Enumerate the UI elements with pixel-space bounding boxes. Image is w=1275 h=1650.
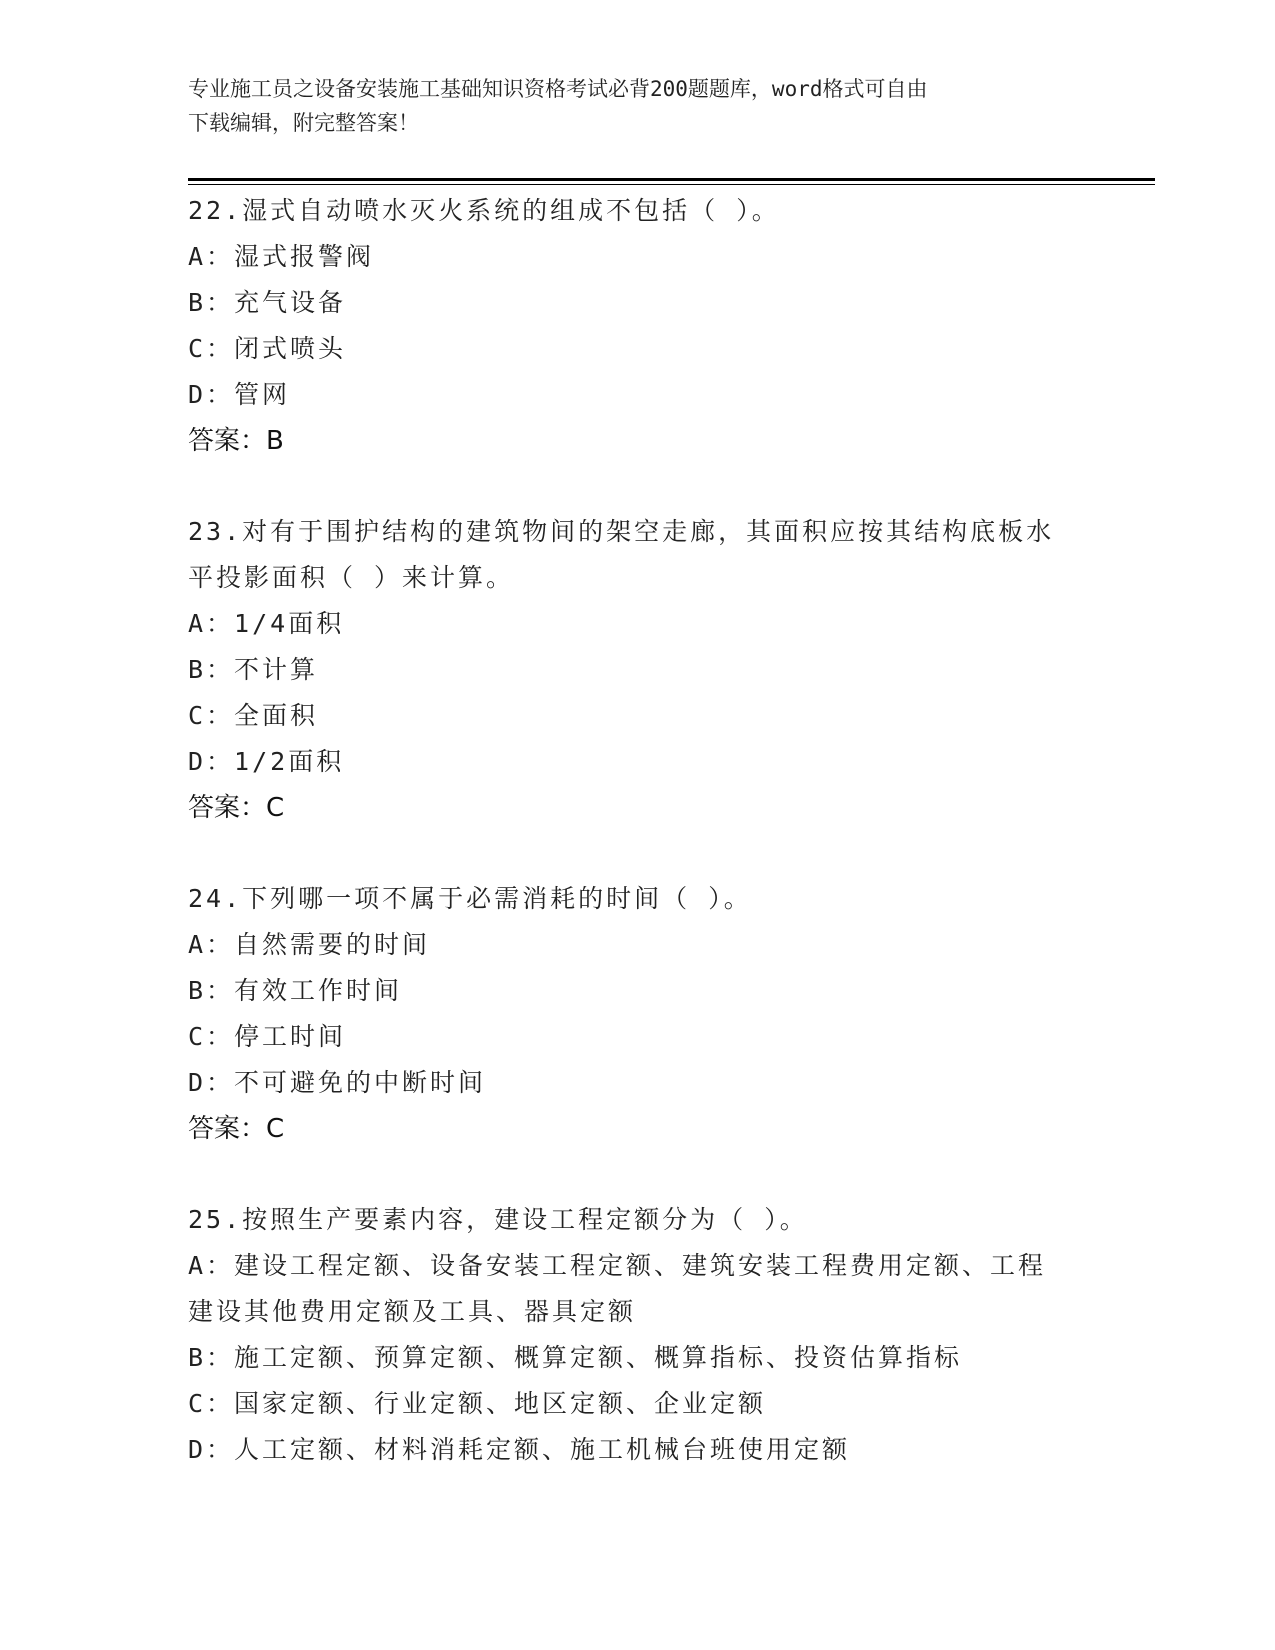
answer-option (188, 1060, 1088, 1106)
answer-key: 答案：C (188, 793, 285, 823)
answer-option (188, 280, 1088, 326)
question-list (188, 188, 1088, 1473)
answer-key: 答案：C (188, 1114, 285, 1144)
question-stem-line: 24.下列哪一项不属于必需消耗的时间（ ）。 (188, 884, 752, 913)
answer-option-line: B：有效工作时间 (188, 976, 403, 1005)
answer-option-line: B：充气设备 (188, 288, 347, 317)
answer-option-line: B：施工定额、预算定额、概算定额、概算指标、投资估算指标 (188, 1343, 963, 1372)
answer-key: 答案：B (188, 426, 284, 456)
answer-option-line: C：停工时间 (188, 1022, 347, 1051)
question-stem-line: 平投影面积（ ）来计算。 (188, 563, 515, 592)
answer-option-line: B：不计算 (188, 655, 319, 684)
answer-option (188, 922, 1088, 968)
header-line-1: 专业施工员之设备安装施工基础知识资格考试必背200题题库，word格式可自由 (188, 77, 928, 101)
question-block (188, 188, 1088, 464)
question-stem (188, 188, 1088, 234)
answer-option (188, 739, 1088, 785)
answer-option-line: C：闭式喷头 (188, 334, 347, 363)
answer-option-line: D：人工定额、材料消耗定额、施工机械台班使用定额 (188, 1435, 851, 1464)
answer-option (188, 968, 1088, 1014)
answer-option-line: D：1/2面积 (188, 747, 345, 776)
question-stem-line: 22.湿式自动喷水灭火系统的组成不包括（ ）。 (188, 196, 780, 225)
answer-option-line: C：全面积 (188, 701, 319, 730)
answer-option (188, 326, 1088, 372)
answer-option-line: C：国家定额、行业定额、地区定额、企业定额 (188, 1389, 767, 1418)
answer-option (188, 1427, 1088, 1473)
answer-option (188, 693, 1088, 739)
answer-option (188, 372, 1088, 418)
answer-option-line: A：建设工程定额、设备安装工程定额、建筑安装工程费用定额、工程 (188, 1251, 1047, 1280)
header-line-2: 下载编辑，附完整答案！ (188, 111, 419, 135)
answer-option (188, 647, 1088, 693)
header-divider-thick (188, 178, 1155, 181)
question-stem-line: 25.按照生产要素内容，建设工程定额分为（ ）。 (188, 1205, 808, 1234)
answer-option (188, 1243, 1088, 1335)
header-divider-thin (188, 184, 1155, 185)
question-stem-line: 23.对有于围护结构的建筑物间的架空走廊，其面积应按其结构底板水 (188, 517, 1055, 546)
question-stem (188, 1197, 1088, 1243)
question-stem (188, 509, 1088, 601)
answer-option-line: 建设其他费用定额及工具、器具定额 (188, 1297, 637, 1326)
answer-option (188, 1014, 1088, 1060)
answer-option-line: A：湿式报警阀 (188, 242, 375, 271)
answer-option-line: D：不可避免的中断时间 (188, 1068, 487, 1097)
answer-option (188, 234, 1088, 280)
question-block (188, 1197, 1088, 1473)
question-block (188, 509, 1088, 831)
answer-option (188, 601, 1088, 647)
question-block (188, 876, 1088, 1152)
answer-option-line: A：自然需要的时间 (188, 930, 431, 959)
answer-option-line: A：1/4面积 (188, 609, 345, 638)
answer-option-line: D：管网 (188, 380, 291, 409)
answer-option (188, 1381, 1088, 1427)
document-header (188, 72, 1088, 140)
question-stem (188, 876, 1088, 922)
answer-option (188, 1335, 1088, 1381)
